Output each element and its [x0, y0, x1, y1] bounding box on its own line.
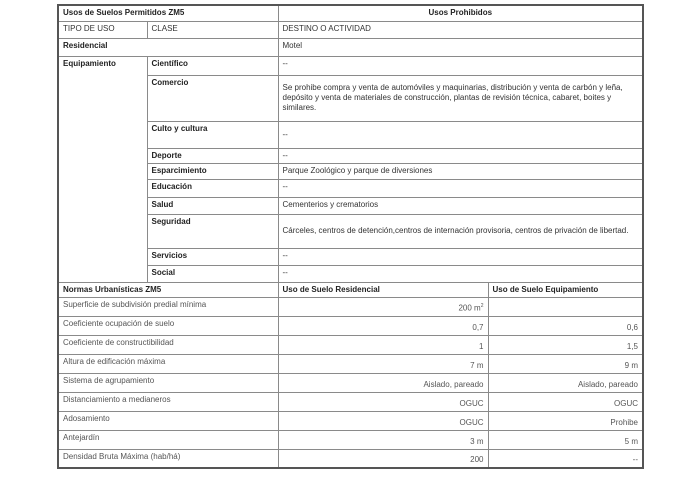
- destino-cell: Parque Zoológico y parque de diversiones: [278, 163, 643, 179]
- clase-cell: Científico: [147, 56, 278, 75]
- norma-row: [58, 354, 643, 373]
- norma-label: Coeficiente de constructibilidad: [58, 335, 278, 354]
- norma-label: Coeficiente ocupación de suelo: [58, 316, 278, 335]
- equipamiento-value: OGUC: [488, 392, 643, 411]
- destino-cell: Cementerios y crematorios: [278, 197, 643, 214]
- norma-label: Distanciamiento a medianeros: [58, 392, 278, 411]
- col-equipamiento-header: Uso de Suelo Equipamiento: [488, 282, 643, 297]
- equipamiento-value: 5 m: [488, 430, 643, 449]
- residencial-value: 0,7: [278, 316, 488, 335]
- clase-cell: Seguridad: [147, 214, 278, 248]
- superficie-value-text: 200 m: [458, 303, 481, 313]
- norma-row: [58, 411, 643, 430]
- empty-cell: [488, 297, 643, 316]
- superficie-unit-exponent: 2: [480, 302, 484, 309]
- permitted-header: Usos de Suelos Permitidos ZM5: [58, 5, 278, 21]
- equipamiento-value: 9 m: [488, 354, 643, 373]
- equipamiento-value: 0,6: [488, 316, 643, 335]
- residencial-destino: Motel: [278, 38, 643, 56]
- superficie-value: [278, 297, 488, 316]
- clase-cell: Servicios: [147, 248, 278, 265]
- destino-cell: --: [278, 148, 643, 163]
- destino-cell: --: [278, 121, 643, 148]
- clase-cell: Esparcimiento: [147, 163, 278, 179]
- norma-row: [58, 449, 643, 468]
- destino-cell: --: [278, 248, 643, 265]
- destino-cell: Se prohibe compra y venta de automóviles y maquinarias, distribución y venta de carbón y leña, depósito y venta de materiales de construcción, plantas de revisión técnica, cabaret, boites y similares.: [278, 75, 643, 121]
- norma-row: [58, 335, 643, 354]
- tipo-header: TIPO DE USO: [58, 21, 147, 38]
- residencial-label: Residencial: [58, 38, 278, 56]
- norma-label: Adosamiento: [58, 411, 278, 430]
- equipamiento-value: 1,5: [488, 335, 643, 354]
- equipamiento-label: Equipamiento: [58, 56, 147, 282]
- destino-cell: --: [278, 56, 643, 75]
- residencial-value: 200: [278, 449, 488, 468]
- norma-label: Superficie de subdivisión predial mínima: [58, 297, 278, 316]
- equipamiento-value: Aislado, pareado: [488, 373, 643, 392]
- norma-row: [58, 373, 643, 392]
- equipamiento-value: --: [488, 449, 643, 468]
- clase-cell: Salud: [147, 197, 278, 214]
- destino-cell: --: [278, 179, 643, 197]
- residencial-value: 3 m: [278, 430, 488, 449]
- land-use-table: [57, 4, 644, 469]
- prohibited-header: Usos Prohibidos: [278, 5, 643, 21]
- destino-cell: --: [278, 265, 643, 282]
- norma-label: Sistema de agrupamiento: [58, 373, 278, 392]
- clase-cell: Deporte: [147, 148, 278, 163]
- equipamiento-value: Prohibe: [488, 411, 643, 430]
- clase-cell: Culto y cultura: [147, 121, 278, 148]
- residencial-value: 1: [278, 335, 488, 354]
- norma-label: Altura de edificación máxima: [58, 354, 278, 373]
- residencial-value: 7 m: [278, 354, 488, 373]
- normas-title: Normas Urbanísticas ZM5: [58, 282, 278, 297]
- residencial-value: Aislado, pareado: [278, 373, 488, 392]
- col-residencial-header: Uso de Suelo Residencial: [278, 282, 488, 297]
- norma-label: Antejardín: [58, 430, 278, 449]
- norma-row: [58, 316, 643, 335]
- clase-cell: Educación: [147, 179, 278, 197]
- clase-cell: Social: [147, 265, 278, 282]
- residencial-value: OGUC: [278, 411, 488, 430]
- norma-row: [58, 392, 643, 411]
- clase-cell: Comercio: [147, 75, 278, 121]
- destino-cell: Cárceles, centros de detención,centros de internación provisoria, centros de privación de libertad.: [278, 214, 643, 248]
- residencial-value: OGUC: [278, 392, 488, 411]
- norma-row: [58, 430, 643, 449]
- norma-label: Densidad Bruta Máxima (hab/há): [58, 449, 278, 468]
- clase-header: CLASE: [147, 21, 278, 38]
- destino-header: DESTINO O ACTIVIDAD: [278, 21, 643, 38]
